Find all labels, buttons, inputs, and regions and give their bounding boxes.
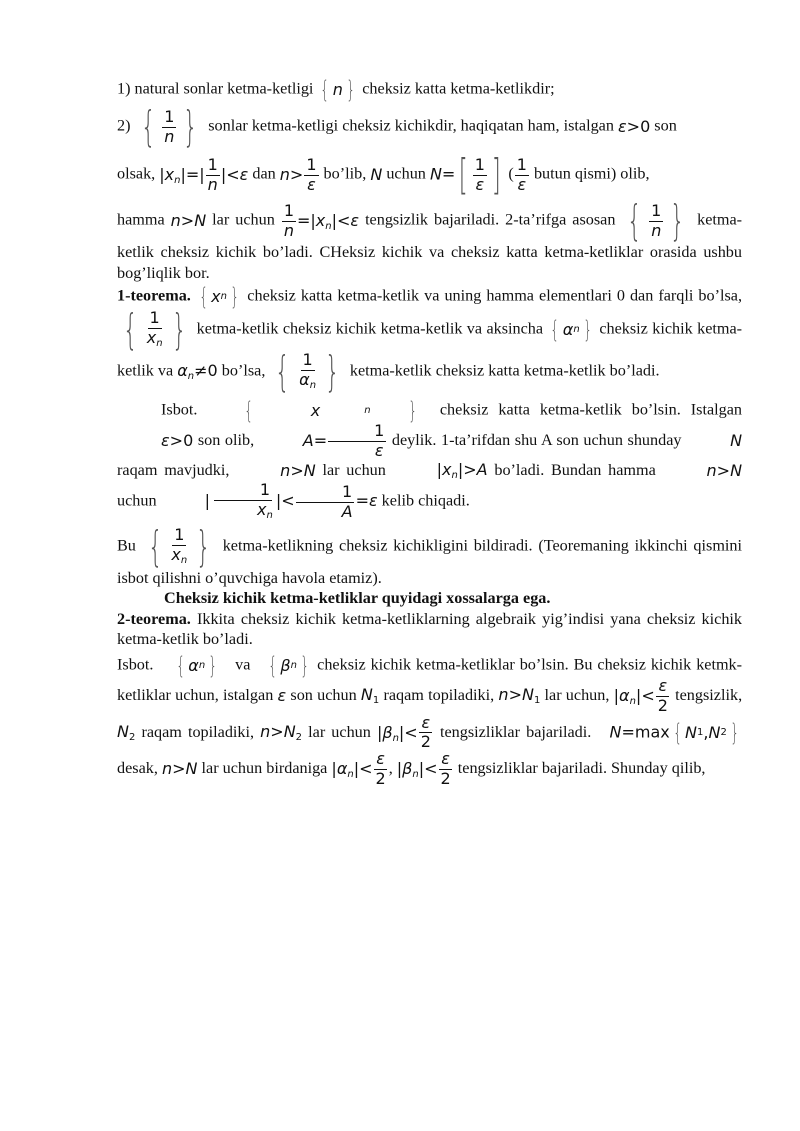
text: cheksiz katta ketma-ketlik bo’lsin. Istalgan bbox=[439, 400, 743, 419]
math-abs-beta-lt: $|\beta_n|<$ $\frac{\varepsilon}{2}$ bbox=[396, 749, 451, 788]
math-alpha-nonzero: $\alpha_n\ne 0$ bbox=[177, 360, 218, 382]
math-1-over-eps: $\frac{1}{\varepsilon}$ bbox=[516, 154, 527, 194]
math-seq-1-over-xn: { $\frac{1}{x_n}$ } bbox=[123, 305, 187, 355]
theorem-label: 1-teorema. bbox=[117, 286, 191, 305]
math-seq-beta-n: { β n } bbox=[268, 651, 309, 680]
math-seq-1-over-xn: { $\frac{1}{x_n}$ } bbox=[147, 521, 211, 571]
theorem-label: 2-teorema. bbox=[117, 609, 191, 628]
paragraph-example-2 bbox=[117, 102, 742, 151]
math-n-gt-N: n>N bbox=[161, 759, 198, 779]
text: dan bbox=[252, 164, 276, 183]
math-N2: $N_2$ bbox=[117, 721, 136, 743]
text: lar uchun bbox=[308, 722, 371, 741]
math-abs-xn-gt-A: $|x_n|>A$ bbox=[436, 459, 488, 481]
text: 1) natural sonlar ketma-ketligi bbox=[117, 79, 314, 98]
text: son bbox=[654, 116, 677, 135]
text: uchun bbox=[346, 460, 386, 479]
math-n-gt-N: n>N bbox=[706, 460, 743, 480]
math-N: N bbox=[370, 164, 383, 184]
paragraph-example-2-end bbox=[117, 196, 743, 283]
math-n-gt-N: n>N bbox=[280, 460, 316, 480]
text: raqam topiladiki, bbox=[383, 685, 495, 704]
text: bo’lsa, bbox=[221, 361, 266, 380]
text: lar bbox=[322, 460, 340, 479]
text: olsak, bbox=[117, 164, 156, 183]
text: ketma-ketlik cheksiz kichik bo’ladi. CHeksiz kichik va cheksiz katta ketma-ketliklar orasida ushbu bog’liqlik bor. bbox=[117, 210, 743, 282]
math-N-max: N=max { N 1 , N 2 } bbox=[609, 718, 739, 747]
math-seq-1-over-n: { $\frac{1}{n}$ } bbox=[140, 102, 199, 151]
math-seq-1-over-n: { $\frac{1}{n}$ } bbox=[627, 196, 686, 245]
math-eps: ε bbox=[277, 686, 287, 706]
text: 2) bbox=[117, 116, 131, 135]
text: Bu bbox=[117, 536, 136, 555]
math-seq-alpha-n: { α n } bbox=[176, 651, 218, 680]
text: Ikkita cheksiz kichik ketma-ketliklarning algebraik yig’indisi yana cheksiz kichik ketma-ketlik bo’ladi. bbox=[117, 609, 743, 649]
math-seq-alpha-n: { α n } bbox=[550, 316, 592, 345]
math-seq-xn: { x n } bbox=[244, 397, 417, 426]
proof-2 bbox=[117, 651, 743, 788]
text: bo’ladi. Bundan hamma bbox=[494, 460, 656, 479]
text: son olib, bbox=[197, 431, 255, 450]
text: kelib chiqadi. bbox=[381, 491, 470, 510]
text: lar uchun, bbox=[544, 685, 610, 704]
text: tengsizlik, bbox=[675, 685, 743, 704]
text: butun qismi) olib, bbox=[533, 164, 650, 183]
text: uchun bbox=[117, 491, 157, 510]
math-A-def: A= $\frac{1}{\varepsilon}$ bbox=[302, 421, 385, 460]
math-N: N bbox=[730, 431, 743, 451]
text: bo’lsa, bbox=[698, 286, 743, 305]
math-seq-xn: { x n } bbox=[199, 283, 239, 312]
text: hamma bbox=[117, 210, 165, 229]
math-abs-alpha-lt: $|\alpha_n|<$ $\frac{\varepsilon}{2}$ bbox=[331, 749, 386, 788]
section-heading bbox=[117, 588, 742, 609]
text: cheksiz bbox=[599, 319, 648, 338]
math-n-gt-N: n>N bbox=[170, 210, 207, 230]
math-abs-beta-lt: $|\beta_n|<$ $\frac{\varepsilon}{2}$ bbox=[376, 712, 431, 752]
text: tengsizliklar bbox=[439, 722, 520, 741]
text: tengsizlik bajariladi. 2-ta’rifga asosan bbox=[365, 210, 616, 229]
text: Isbot. bbox=[117, 655, 154, 674]
document-page bbox=[117, 78, 742, 788]
text: ketma-ketlik cheksiz kichik ketma-ketlik va aksincha bbox=[196, 319, 544, 338]
text: cheksiz kichik ketma-ketliklar bo’lsin. Bu cheksiz kichik bbox=[317, 655, 692, 674]
text: cheksiz katta ketma-ketlikdir; bbox=[362, 79, 555, 98]
text: raqam topiladiki, bbox=[141, 722, 255, 741]
text: sonlar ketma-ketligi cheksiz kichikdir, haqiqatan ham, istalgan bbox=[208, 116, 614, 135]
math-seq-n: { n } bbox=[320, 76, 355, 104]
math-n-gt-N1: $n>N_1$ bbox=[498, 684, 541, 706]
text: bo’lib, bbox=[323, 164, 367, 183]
math-eps-positive: ε>0 bbox=[161, 431, 194, 451]
text: raqam mavjudki, bbox=[117, 460, 230, 479]
text: kichik ketma-ketlik va bbox=[117, 319, 743, 380]
text: lar uchun bbox=[212, 210, 275, 229]
math-abs-alpha-lt: $|\alpha_n|<$ $\frac{\varepsilon}{2}$ bbox=[613, 675, 668, 715]
text: bajariladi. bbox=[526, 722, 592, 741]
text: ketmk-ketliklar uchun, istalgan bbox=[117, 655, 743, 704]
paragraph-example-1 bbox=[117, 78, 742, 102]
text: va bbox=[235, 655, 251, 674]
math-inequality: $\frac{1}{n}$ $=|x_n|<\varepsilon$ bbox=[283, 200, 360, 240]
heading-text: Cheksiz kichik ketma-ketliklar quyidagi xossalarga ega. bbox=[164, 589, 551, 608]
math-n-gt-N2: $n>N_2$ bbox=[260, 721, 303, 743]
math-abs-xn: $|x_n|=|$ $\frac{1}{n}$ |<ε bbox=[159, 154, 249, 194]
math-eps-positive: ε>0 bbox=[618, 116, 651, 136]
text: uchun bbox=[386, 164, 426, 183]
text: son uchun bbox=[290, 685, 357, 704]
text: ketma-ketlikning cheksiz kichikligini bildiradi. (Teoremaning ikkinchi qismini isbot qilishni o’quvchiga havola etamiz). bbox=[117, 536, 742, 587]
math-n-gt: n> $\frac{1}{\varepsilon}$ bbox=[279, 154, 317, 194]
math-N-def: N= [ $\frac{1}{\varepsilon}$ ] bbox=[429, 150, 501, 199]
text: ( bbox=[508, 164, 514, 183]
text: cheksiz katta ketma-ketlik va uning hamma elementlari 0 dan farqli bbox=[247, 286, 694, 305]
text: desak, bbox=[117, 759, 158, 778]
proof-1 bbox=[117, 399, 742, 522]
theorem-1 bbox=[117, 283, 743, 397]
text: Isbot. bbox=[161, 400, 198, 419]
paragraph-example-2-cont bbox=[117, 150, 742, 199]
math-N1: $N_1$ bbox=[360, 684, 380, 706]
math-result: | $\frac{1}{x_n}$ |< $\frac{1}{A}$ =ε bbox=[204, 480, 378, 522]
text: tengsizliklar bajariladi. Shunday qilib, bbox=[457, 759, 706, 778]
proof-1-end bbox=[117, 521, 742, 589]
math-seq-1-over-alpha: { $\frac{1}{\alpha_n}$ } bbox=[275, 347, 340, 397]
text: ketma-ketlik cheksiz katta ketma-ketlik bo’ladi. bbox=[349, 361, 660, 380]
text: deylik. 1-ta’rifdan shu A son uchun shunday bbox=[391, 431, 682, 450]
text: , bbox=[388, 759, 393, 778]
text: lar uchun birdaniga bbox=[201, 759, 328, 778]
theorem-2 bbox=[117, 609, 742, 650]
